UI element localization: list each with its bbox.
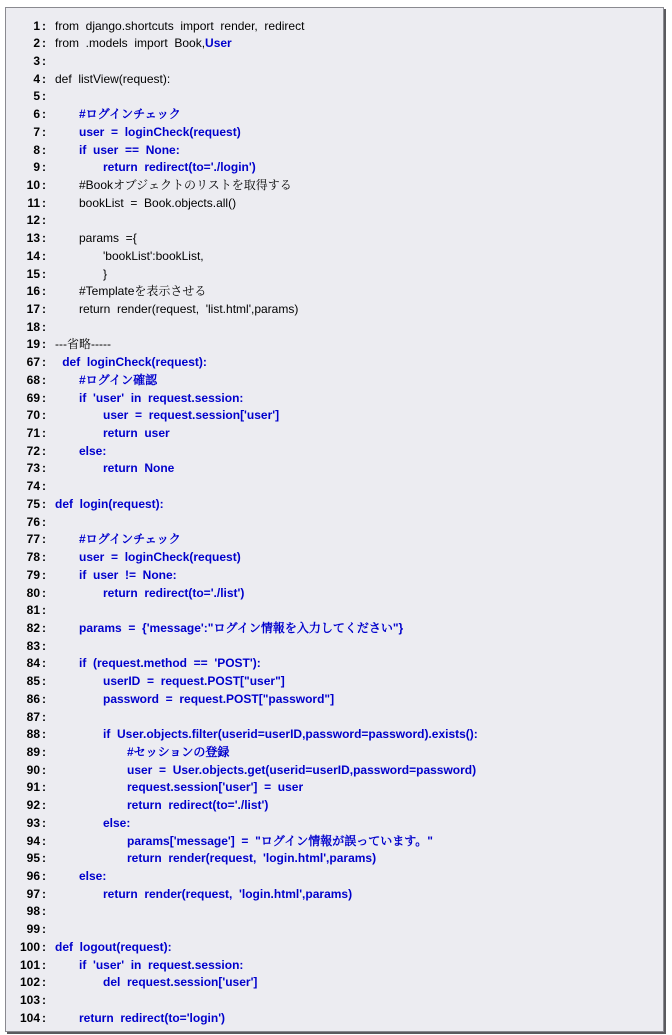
line-number: 89	[26, 744, 40, 759]
line-number: 13	[26, 231, 40, 246]
code-line	[6, 248, 663, 266]
line-number-separator: :	[42, 833, 46, 848]
line-number-separator: :	[42, 496, 46, 511]
code-text	[79, 868, 106, 886]
code-text	[79, 390, 243, 408]
line-number-separator: :	[42, 762, 46, 777]
code-line	[6, 407, 663, 425]
line-number-separator: :	[42, 337, 46, 352]
line-number-separator: :	[42, 993, 46, 1008]
line-number: 101	[19, 957, 40, 972]
code-text	[79, 283, 206, 301]
line-number-separator: :	[42, 798, 46, 813]
line-number: 6	[33, 107, 40, 122]
line-number-separator: :	[42, 869, 46, 883]
line-number-separator: :	[42, 904, 46, 919]
line-number-separator: :	[42, 107, 46, 122]
code-line	[6, 195, 663, 213]
line-number-separator: :	[42, 53, 46, 68]
highlighted-code-segment: def logout(request):	[55, 939, 172, 954]
code-text	[103, 886, 352, 904]
line-number-separator: :	[42, 36, 46, 51]
line-number: 94	[26, 833, 40, 848]
line-number: 3	[33, 53, 40, 68]
line-number-separator: :	[42, 426, 46, 441]
line-number-separator: :	[42, 195, 46, 210]
line-number: 102	[19, 975, 40, 990]
line-number-separator: :	[42, 319, 46, 334]
highlighted-code-segment: userID = request.POST["user"]	[103, 674, 285, 689]
line-number: 86	[26, 691, 40, 706]
code-text	[79, 567, 177, 585]
highlighted-code-segment: else:	[103, 815, 131, 830]
line-number-separator: :	[42, 638, 46, 653]
code-line	[6, 301, 663, 319]
code-segment: ---省略-----	[55, 337, 111, 352]
code-line	[6, 673, 663, 691]
code-line	[6, 319, 663, 337]
code-line	[6, 602, 663, 620]
code-line	[6, 638, 663, 656]
line-number: 92	[26, 798, 40, 813]
line-number: 9	[33, 160, 40, 175]
line-number: 15	[26, 266, 40, 281]
code-line	[6, 709, 663, 727]
code-line	[6, 124, 663, 142]
line-number-separator: :	[42, 851, 46, 866]
code-line	[6, 868, 663, 886]
line-number: 1	[33, 18, 40, 33]
code-segment: bookList = Book.objects.all()	[79, 195, 237, 210]
highlighted-code-segment: return render(request, 'login.html',params)	[127, 851, 377, 866]
code-text	[55, 336, 111, 354]
highlighted-code-segment: if User.objects.filter(userid=userID,password=password).exists():	[103, 727, 478, 742]
code-line	[6, 620, 663, 638]
code-text	[79, 655, 261, 673]
code-segment: 'bookList':bookList,	[103, 248, 204, 263]
code-line	[6, 974, 663, 992]
highlighted-code-segment: else:	[79, 869, 107, 883]
line-number-separator: :	[42, 355, 46, 370]
code-text	[127, 744, 229, 762]
highlighted-code-segment: if user == None:	[79, 142, 180, 157]
code-text	[103, 726, 478, 744]
line-number: 103	[19, 993, 40, 1008]
highlighted-code-segment: return redirect(to='./list')	[103, 585, 245, 600]
line-number-separator: :	[42, 160, 46, 175]
line-number: 11	[27, 195, 40, 210]
line-number: 87	[26, 709, 40, 724]
highlighted-code-segment: del request.session['user']	[103, 975, 258, 990]
code-line	[6, 939, 663, 957]
code-line	[6, 425, 663, 443]
line-number-separator: :	[42, 89, 46, 104]
line-number: 84	[26, 656, 40, 671]
line-number: 85	[26, 674, 40, 689]
line-number-separator: :	[42, 727, 46, 742]
code-line	[6, 762, 663, 780]
line-number-separator: :	[42, 302, 46, 316]
code-text	[55, 939, 172, 957]
line-number-separator: :	[42, 461, 46, 476]
code-line	[6, 212, 663, 230]
line-number-separator: :	[42, 550, 46, 565]
code-line	[6, 354, 663, 372]
line-number: 72	[26, 443, 40, 458]
code-text	[79, 301, 298, 319]
code-line	[6, 850, 663, 868]
line-number-separator: :	[42, 266, 46, 281]
code-line	[6, 815, 663, 833]
line-number-separator: :	[42, 213, 46, 228]
line-number-separator: :	[42, 124, 46, 139]
line-number: 18	[26, 319, 40, 334]
line-number-separator: :	[42, 514, 46, 529]
highlighted-code-segment: password = request.POST["password"]	[103, 691, 335, 706]
line-number: 91	[26, 780, 40, 795]
code-segment: }	[103, 266, 108, 281]
highlighted-code-segment: user = loginCheck(request)	[79, 124, 241, 139]
code-text	[79, 230, 137, 248]
line-number: 2	[33, 36, 40, 51]
code-text	[55, 18, 304, 36]
code-text	[103, 585, 244, 603]
line-number: 5	[33, 89, 40, 104]
highlighted-code-segment: user = User.objects.get(userid=userID,password=password)	[127, 762, 477, 777]
code-text	[103, 974, 257, 992]
highlighted-code-segment: user = loginCheck(request)	[79, 550, 241, 565]
line-number-separator: :	[42, 1010, 46, 1025]
code-line	[6, 142, 663, 160]
code-text	[79, 957, 243, 975]
line-number-separator: :	[42, 142, 46, 157]
code-text	[79, 1010, 225, 1028]
code-text	[55, 35, 232, 53]
code-line	[6, 460, 663, 478]
code-line	[6, 71, 663, 89]
code-line	[6, 478, 663, 496]
code-line	[6, 1010, 663, 1028]
code-line	[6, 779, 663, 797]
code-line	[6, 390, 663, 408]
line-number: 90	[26, 762, 40, 777]
highlighted-code-segment: user = request.session['user']	[103, 408, 280, 423]
code-line	[6, 88, 663, 106]
line-number: 95	[26, 851, 40, 866]
line-number: 93	[26, 815, 40, 830]
code-line	[6, 992, 663, 1010]
line-number-separator: :	[42, 815, 46, 830]
code-text	[127, 779, 303, 797]
code-text	[55, 496, 164, 514]
line-number: 7	[33, 124, 40, 139]
code-line	[6, 106, 663, 124]
line-number-separator: :	[42, 71, 46, 86]
code-line	[6, 691, 663, 709]
code-text	[103, 460, 174, 478]
line-number-separator: :	[42, 886, 46, 901]
highlighted-code-segment: params = {'message':"ログイン情報を入力してください"}	[79, 620, 404, 635]
line-number-separator: :	[42, 479, 46, 494]
line-number-separator: :	[42, 532, 46, 547]
highlighted-code-segment: return None	[103, 461, 175, 476]
highlighted-code-segment: return redirect(to='login')	[79, 1010, 226, 1025]
code-text	[127, 833, 433, 851]
code-line	[6, 443, 663, 461]
line-number: 67	[26, 355, 40, 370]
line-number: 19	[26, 337, 40, 352]
code-text	[127, 850, 376, 868]
line-number: 68	[26, 372, 40, 387]
line-number-separator: :	[42, 780, 46, 795]
line-number-separator: :	[42, 656, 46, 671]
code-line	[6, 18, 663, 36]
line-number-separator: :	[42, 603, 46, 618]
code-text	[79, 372, 157, 390]
code-text	[79, 443, 106, 461]
code-listing-panel	[5, 7, 664, 1032]
code-line	[6, 230, 663, 248]
line-number-separator: :	[42, 620, 46, 635]
line-number: 83	[26, 638, 40, 653]
code-text	[103, 691, 334, 709]
line-number-separator: :	[42, 372, 46, 387]
code-line	[6, 903, 663, 921]
code-line	[6, 549, 663, 567]
line-number-separator: :	[42, 177, 46, 192]
line-number: 76	[26, 514, 40, 529]
code-line	[6, 283, 663, 301]
code-line	[6, 514, 663, 532]
highlighted-code-segment: return render(request, 'login.html',params)	[103, 886, 353, 901]
line-number-separator: :	[42, 709, 46, 724]
line-number: 16	[26, 284, 40, 299]
code-text	[103, 266, 107, 284]
code-segment: #Templateを表示させる	[79, 284, 207, 299]
line-number: 88	[26, 727, 40, 742]
code-segment: params ={	[79, 231, 137, 246]
code-line	[6, 957, 663, 975]
code-line	[6, 159, 663, 177]
highlighted-code-segment: return user	[103, 426, 170, 441]
code-text	[62, 354, 207, 372]
code-line	[6, 531, 663, 549]
line-number-separator: :	[42, 744, 46, 759]
line-number-separator: :	[42, 957, 46, 972]
line-number: 104	[19, 1010, 40, 1025]
code-text	[103, 673, 285, 691]
line-number: 17	[26, 302, 40, 316]
highlighted-code-segment: params['message'] = "ログイン情報が誤っています。"	[127, 833, 433, 848]
highlighted-code-segment: if (request.method == 'POST'):	[79, 656, 261, 671]
line-number: 97	[26, 886, 40, 901]
line-number-separator: :	[42, 248, 46, 263]
highlighted-code-segment: if user != None:	[79, 567, 177, 582]
code-segment: return render(request, 'list.html',params)	[79, 302, 299, 316]
code-lines	[6, 18, 663, 1028]
line-number: 100	[19, 939, 40, 954]
line-number: 98	[26, 904, 40, 919]
line-number-separator: :	[42, 567, 46, 582]
code-line	[6, 53, 663, 71]
code-line	[6, 266, 663, 284]
line-number: 8	[33, 142, 40, 157]
code-line	[6, 744, 663, 762]
line-number: 77	[26, 532, 40, 547]
line-number: 4	[33, 71, 40, 86]
line-number: 96	[26, 869, 40, 883]
line-number-separator: :	[42, 691, 46, 706]
line-number-separator: :	[42, 443, 46, 458]
line-number: 10	[26, 177, 40, 192]
line-number: 99	[26, 922, 40, 937]
code-segment: #Bookオブジェクトのリストを取得する	[79, 177, 292, 192]
line-number: 69	[26, 390, 40, 405]
code-text	[79, 195, 236, 213]
code-line	[6, 35, 663, 53]
line-number-separator: :	[42, 922, 46, 937]
code-text	[103, 407, 279, 425]
highlighted-code-segment: if 'user' in request.session:	[79, 957, 244, 972]
code-text	[55, 71, 170, 89]
code-line	[6, 177, 663, 195]
line-number-separator: :	[42, 674, 46, 689]
code-line	[6, 726, 663, 744]
code-text	[79, 106, 181, 124]
line-number: 70	[26, 408, 40, 423]
line-number: 79	[26, 567, 40, 582]
line-number: 71	[26, 426, 40, 441]
highlighted-code-segment: #ログインチェック	[79, 532, 181, 547]
highlighted-code-segment: #セッションの登録	[127, 744, 230, 759]
line-number-separator: :	[42, 231, 46, 246]
code-text	[79, 549, 241, 567]
highlighted-code-segment: return redirect(to='./list')	[127, 798, 269, 813]
line-number-separator: :	[42, 585, 46, 600]
code-text	[79, 124, 241, 142]
highlighted-code-segment: return redirect(to='./login')	[103, 160, 256, 175]
code-text	[103, 248, 204, 266]
highlighted-code-segment: request.session['user'] = user	[127, 780, 304, 795]
line-number: 80	[26, 585, 40, 600]
code-text	[103, 815, 130, 833]
line-number: 12	[26, 213, 40, 228]
highlighted-code-segment: def loginCheck(request):	[62, 355, 207, 370]
code-text	[79, 177, 292, 195]
line-number-separator: :	[42, 939, 46, 954]
code-line	[6, 886, 663, 904]
line-number: 81	[26, 603, 40, 618]
highlighted-code-segment: def login(request):	[55, 496, 164, 511]
code-text	[127, 797, 268, 815]
highlighted-code-segment: else:	[79, 443, 107, 458]
code-segment: from .models import Book,	[55, 36, 206, 51]
line-number: 75	[26, 496, 40, 511]
code-line	[6, 921, 663, 939]
code-text	[79, 142, 180, 160]
code-line	[6, 567, 663, 585]
line-number: 14	[26, 248, 40, 263]
code-segment: from django.shortcuts import render, redirect	[55, 18, 305, 33]
line-number: 82	[26, 620, 40, 635]
code-line	[6, 655, 663, 673]
highlighted-code-segment: #ログイン確認	[79, 372, 158, 387]
code-line	[6, 372, 663, 390]
code-text	[79, 620, 403, 638]
highlighted-code-segment: #ログインチェック	[79, 107, 181, 122]
line-number-separator: :	[42, 390, 46, 405]
highlighted-code-segment: User	[205, 36, 232, 51]
line-number-separator: :	[42, 284, 46, 299]
code-text	[127, 762, 476, 780]
highlighted-code-segment: if 'user' in request.session:	[79, 390, 244, 405]
code-line	[6, 797, 663, 815]
code-line	[6, 496, 663, 514]
code-segment: def listView(request):	[55, 71, 171, 86]
code-line	[6, 336, 663, 354]
line-number: 78	[26, 550, 40, 565]
code-text	[79, 531, 181, 549]
code-line	[6, 833, 663, 851]
line-number: 73	[26, 461, 40, 476]
code-line	[6, 585, 663, 603]
line-number-separator: :	[42, 18, 46, 33]
line-number: 74	[26, 479, 40, 494]
line-number-separator: :	[42, 408, 46, 423]
code-text	[103, 425, 170, 443]
code-text	[103, 159, 256, 177]
line-number-separator: :	[42, 975, 46, 990]
